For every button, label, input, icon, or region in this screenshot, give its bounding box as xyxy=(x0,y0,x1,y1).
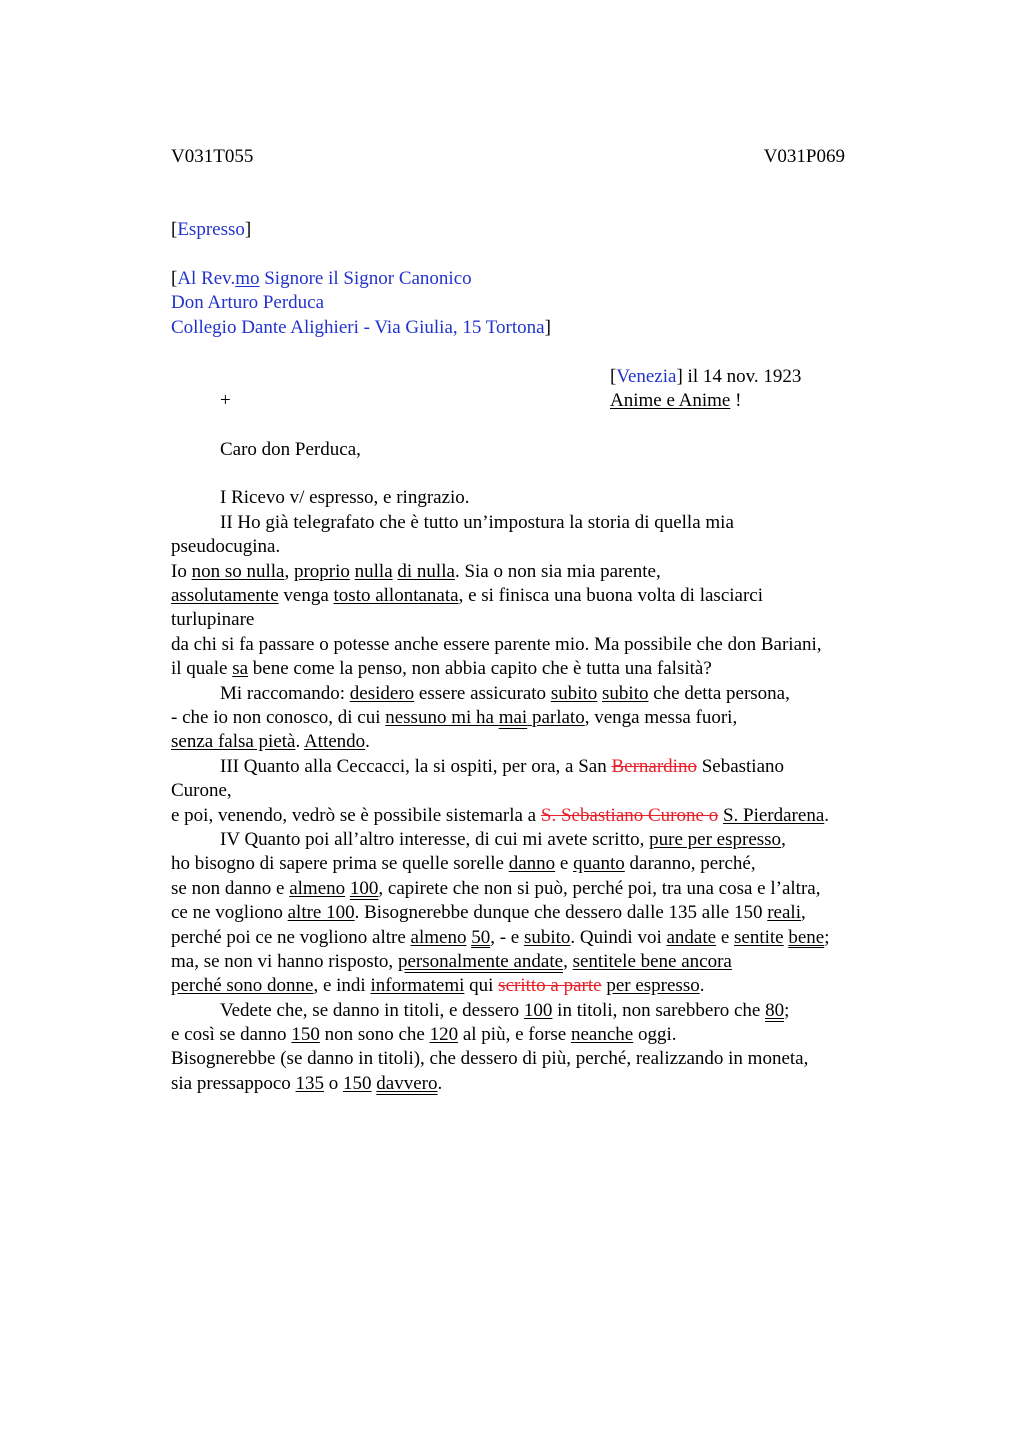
body-line: turlupinare xyxy=(171,609,255,631)
letter-page xyxy=(171,145,886,1096)
document-header xyxy=(171,145,845,169)
body-line: e così se danno 150 non sono che 120 al più, e forse neanche oggi. xyxy=(171,1024,677,1046)
body-line: assolutamente venga tosto allontanata, e si finisca una buona volta di lasciarci xyxy=(171,585,764,607)
deleted-text: scritto a parte xyxy=(498,975,602,997)
delivery-method: [Espresso] xyxy=(171,219,252,241)
body-line: Io non so nulla, proprio nulla di nulla. Sia o non sia mia parente, xyxy=(171,560,661,582)
body-line: ce ne vogliono altre 100. Bisognerebbe dunque che dessero dalle 135 alle 150 reali, xyxy=(171,902,806,924)
body-line: il quale sa bene come la penso, non abbia capito che è tutta una falsità? xyxy=(171,658,712,680)
body-line: senza falsa pietà. Attendo. xyxy=(171,731,370,753)
body-line: sia pressappoco 135 o 150 davvero. xyxy=(171,1072,443,1094)
body-line: perché sono donne, e indi informatemi qui scritto a parte per espresso. xyxy=(171,975,705,997)
cross-symbol: + xyxy=(220,389,231,411)
body-line: Bisognerebbe (se danno in titoli), che dessero di più, perché, realizzando in moneta, xyxy=(171,1048,809,1070)
body-line: Mi raccomando: desidero essere assicurato subito subito che detta persona, xyxy=(220,682,790,704)
body-line: - che io non conosco, di cui nessuno mi ha mai parlato, venga messa fuori, xyxy=(171,706,738,728)
document-code: V031T055 xyxy=(171,146,254,167)
deleted-text: S. Sebastiano Curone o xyxy=(540,804,719,826)
page-code: V031P069 xyxy=(763,146,845,167)
body-line: da chi si fa passare o potesse anche essere parente mio. Ma possibile che don Bariani, xyxy=(171,633,822,655)
paragraph-2-line: II Ho già telegrafato che è tutto un’impostura la storia di quella mia xyxy=(220,511,734,533)
salutation: Caro don Perduca, xyxy=(220,438,361,460)
paragraph-1: I Ricevo v/ espresso, e ringrazio. xyxy=(220,487,470,509)
body-line: se non danno e almeno 100, capirete che non si può, perché poi, tra una cosa e l’altra, xyxy=(171,877,821,899)
dateline: [Venezia] il 14 nov. 1923 xyxy=(610,365,802,387)
paragraph-3-line: III Quanto alla Ceccacci, la si ospiti, per ora, a San Bernardino Sebastiano xyxy=(220,755,785,777)
paragraph-4-line: IV Quanto poi all’altro interesse, di cui mi avete scritto, pure per espresso, xyxy=(220,828,786,850)
body-line: Curone, xyxy=(171,780,232,802)
address-line-2: Don Arturo Perduca xyxy=(171,292,325,314)
body-line: e poi, venendo, vedrò se è possibile sistemarla a S. Sebastiano Curone o S. Pierdarena. xyxy=(171,804,830,826)
address-line-1: [Al Rev.mo Signore il Signor Canonico xyxy=(171,267,472,289)
body-line: pseudocugina. xyxy=(171,536,281,558)
body-line: ma, se non vi hanno risposto, personalmente andate, sentitele bene ancora xyxy=(171,950,732,972)
address-line-3: Collegio Dante Alighieri - Via Giulia, 15 Tortona] xyxy=(171,316,551,338)
deleted-text: Bernardino xyxy=(611,755,697,777)
motto: Anime e Anime xyxy=(610,389,731,411)
body-line: perché poi ce ne vogliono altre almeno 50, - e subito. Quindi voi andate e sentite bene; xyxy=(171,926,830,948)
paragraph-5-line: Vedete che, se danno in titoli, e dessero 100 in titoli, non sarebbero che 80; xyxy=(220,999,790,1021)
motto-line: + Anime e Anime ! xyxy=(171,389,886,413)
body-line: ho bisogno di sapere prima se quelle sorelle danno e quanto daranno, perché, xyxy=(171,853,756,875)
